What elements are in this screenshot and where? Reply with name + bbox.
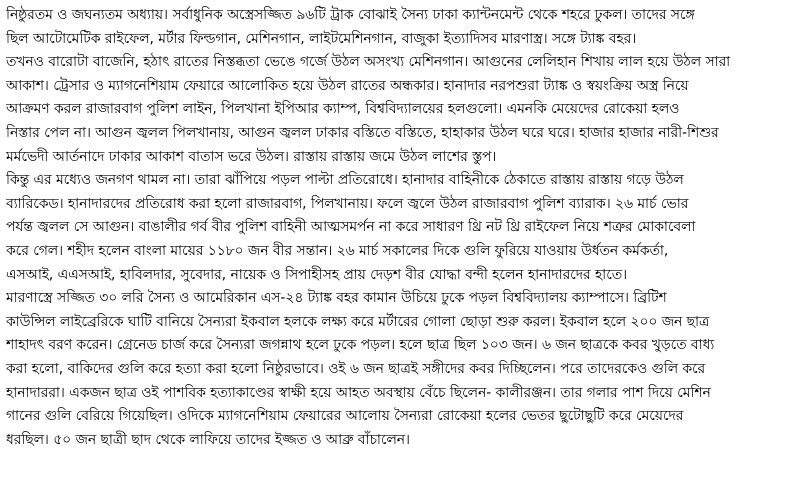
text-line: ছিল আটোমেটিক রাইফেল, মর্টার ফিল্ডগান, মেশিনগান, লাইটমেশিনগান, বাজুকা ইত্যাদিসব মারণাস্ত্র। সঙ্গে ট্যাঙ্ক বহর। bbox=[6, 30, 637, 47]
text-line: নিষ্ঠুরতম ও জঘন্যতম অধ্যায়। সর্বাধুনিক অস্ত্রেসজ্জিত ৯৬টি ট্রাক বোঝাই সৈন্য ঢাকা ক্যান্টনমেন্ট থেকে শহরে ঢুকল। তাদের সঙ্গে bbox=[6, 7, 695, 23]
text-line: মারণাস্ত্রে সজ্জিত ৩০ লরি সৈন্য ও আমেরিকান এস-২৪ ট্যাঙ্ক বহর কামান উচিয়ে ঢুকে পড়ল বিশ্ববিদ্যালয় ক্যাম্পাসে। ব্রিটিশ bbox=[6, 290, 667, 307]
text-line: এসআই, এএসআই, হাবিলদার, সুবেদার, নায়েক ও সিপাহীসহ প্রায় দেড়শ বীর যোদ্ধা বন্দী হলেন হানাদারদের হাতে। bbox=[6, 266, 628, 283]
text-line: আকাশ। ট্রেসার ও ম্যাগনেশিয়াম ফেয়ারে আলোকিত হয়ে উঠল রাতের অন্ধকার। হানাদার নরপশুরা ট্যাঙ্ক ও স্বয়ংক্রিয় অস্ত্র নিয়ে bbox=[6, 77, 689, 94]
text-line: ধরছিল। ৫০ জন ছাত্রী ছাদ থেকে লাফিয়ে তাদের ইজ্জত ও আব্রু বাঁচালেন। bbox=[6, 431, 410, 448]
text-line: পর্যন্ত জ্বলল সে আগুন। বাঙালীর গর্ব বীর পুলিশ বাহিনী আত্মসমর্পন না করে সাধারণ থ্রি নট থ্রি রাইফেল নিয়ে শত্রুর মোকাবেলা bbox=[6, 219, 696, 236]
text-line: হানাদাররা। একজন ছাত্র ওই পাশবিক হত্যাকাণ্ডের স্বাক্ষী হয়ে আহত অবস্থায় বেঁচে ছিলেন- কালীরঞ্জন। তার গলার পাশ দিয়ে মেশিন bbox=[6, 384, 711, 401]
paragraph-4 bbox=[6, 287, 784, 452]
paragraph-1 bbox=[6, 4, 784, 51]
paragraph-2 bbox=[6, 51, 784, 169]
text-line: কাউন্সিল লাইব্রেরিকে ঘাটি বানিয়ে সৈন্যরা ইকবাল হলকে লক্ষ্য করে মর্টারের গোলা ছোড়া শুরু করল। ইকবাল হলে ২০০ জন ছাত্র bbox=[6, 313, 710, 330]
text-line: ব্যারিকেড। হানাদারদের প্রতিরোধ করা হলো রাজারবাগ, পিলখানায়। ফলে জ্বলে উঠল রাজারবাগ পুলিশ ব্যারাক। ২৬ মার্চ ভোর bbox=[6, 195, 689, 212]
text-line: মর্মভেদী আর্তনাদে ঢাকার আকাশ বাতাস ভরে উঠল। রাস্তায় রাস্তায় জমে উঠল লাশের স্তুপ। bbox=[6, 148, 497, 165]
text-line: নিস্তার পেল না। আগুন জ্বলল পিলখানায়, আগুন জ্বলল ঢাকার বস্তিতে বস্তিতে, হাহাকার উঠল ঘরে ঘরে। হাজার হাজার নারী-শিশুর bbox=[6, 124, 719, 141]
text-line: করে গেল। শহীদ হলেন বাংলা মায়ের ১১৮০ জন বীর সন্তান। ২৬ মার্চ সকালের দিকে গুলি ফুরিয়ে যাওয়ায় উর্ধতন কর্মকর্তা, bbox=[6, 242, 669, 259]
text-line: গানের গুলি বেরিয়ে গিয়েছিল। ওদিকে ম্যাগনেশিয়াম ফেয়ারের আলোয় সৈন্যরা রোকেয়া হলের ভেতর ছুটোছুটি করে মেয়েদের bbox=[6, 408, 684, 425]
paragraph-3 bbox=[6, 169, 784, 287]
text-line: কিন্তু এর মধ্যেও জনগণ থামল না। তারা ঝাঁপিয়ে পড়ল পাল্টা প্রতিরোধে। হানাদার বাহিনীকে ঠেকাতে রাস্তায় রাস্তায় গড়ে উঠল bbox=[6, 172, 684, 189]
text-line: করা হলো, বাকিদের গুলি করে হত্যা করা হলো নিষ্ঠুরভাবে। ওই ৬ জন ছাত্রই সঙ্গীদের কবর দিচ্ছিলেন। পরে তাদেরকেও গুলি করে bbox=[6, 360, 706, 377]
text-line: তখনও বারোটা বাজেনি, হঠাৎ রাতের নিস্তব্ধতা ভেঙে গর্জে উঠল অসংখ্য মেশিনগান। আগুনের লেলিহান শিখায় লাল হয়ে উঠল সারা bbox=[6, 54, 731, 71]
text-line: শাহাদৎ বরণ করেন। গ্রেনেড চার্জ করে সৈন্যরা জগন্নাথ হলে ঢুকে পড়ল। হলে ছাত্র ছিল ১০৩ জন। ৬ জন ছাত্রকে কবর খুড়তে বাধ্য bbox=[6, 337, 715, 354]
text-line: আক্রমণ করল রাজারবাগ পুলিশ লাইন, পিলখানা ইপিআর ক্যাম্প, বিশ্ববিদ্যালয়ের হলগুলো। এমনকি মেয়েদের রোকেয়া হলও bbox=[6, 101, 680, 118]
